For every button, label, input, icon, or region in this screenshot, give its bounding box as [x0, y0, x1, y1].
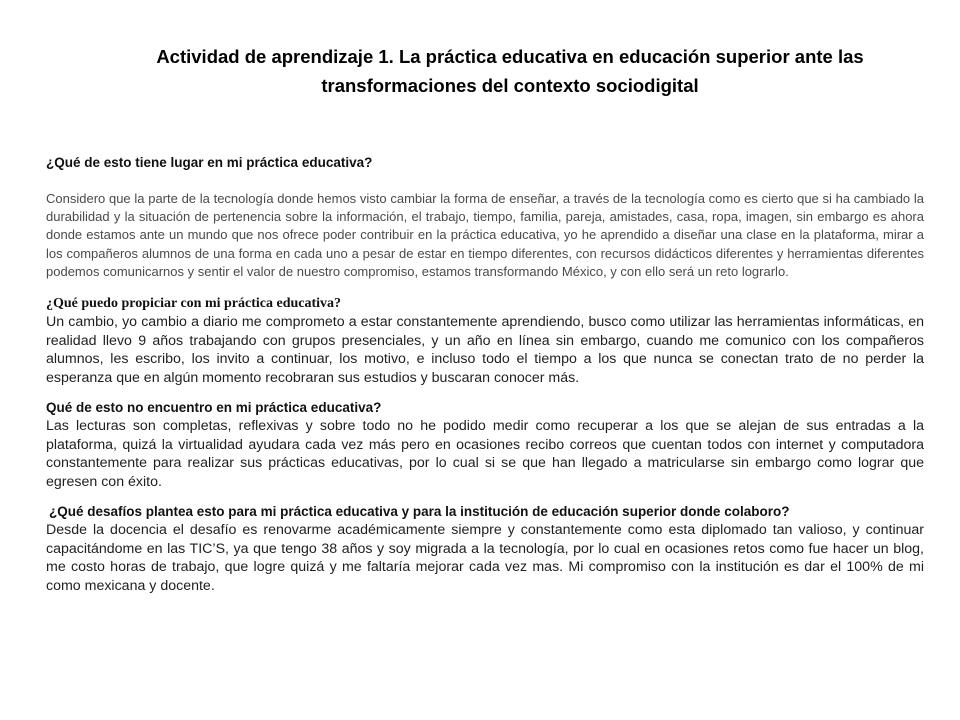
spacer — [46, 281, 924, 295]
spacer — [46, 172, 924, 190]
question-2-heading: ¿Qué puedo propiciar con mi práctica educativa? — [46, 296, 342, 312]
slide-title: Actividad de aprendizaje 1. La práctica educativa en educación superior ante las transformaciones del contexto sociodigital — [156, 46, 864, 96]
answer-2-paragraph: Un cambio, yo cambio a diario me comprometo a estar constantemente aprendiendo, busco como utilizar las herramientas informáticas, en realidad llevo 9 años trabajando con grupos presenciales, y un año en línea sin embargo, cuando me comunico con los compañeros alumnos, les escribo, los invito a continuar, los motivo, e incluso todo el tiempo a los que nunca se conectan trato de no perder la esperanza que en algún momento recobraran sus estudios y buscaran conocer más. — [46, 314, 924, 386]
slide-content — [46, 154, 924, 595]
spacer — [46, 387, 924, 399]
spacer — [46, 491, 924, 503]
question-3-heading: Qué de esto no encuentro en mi práctica educativa? — [46, 400, 382, 416]
answer-3-paragraph: Las lecturas son completas, reflexivas y sobre todo no he podido medir como recuperar a los que se alejan de sus entradas a la plataforma, quizá la virtualidad ayudara cada vez más pero en ocasiones recibo correos que cuentan todos con internet y computadora constantemente para realizar sus prácticas educativas, por lo cual si se que han llegado a matricularse sin embargo como lograr que egresen con éxito. — [46, 418, 924, 490]
question-4-heading: ¿Qué desafíos plantea esto para mi práctica educativa y para la institución de educación superior donde colaboro? — [49, 504, 790, 520]
answer-4-paragraph: Desde la docencia el desafío es renovarme académicamente siempre y constantemente como esta diplomado tan valioso, y continuar capacitándome en las TIC’S, ya que tengo 38 años y soy migrada a la tecnología, por lo cual en ocasiones retos como fue hacer un blog, me costo horas de trabajo, que logre quizá y me faltaría mejorar cada vez mas. Mi compromiso con la institución es dar el 100% de mi como mexicana y docente. — [46, 522, 924, 594]
question-1-heading: ¿Qué de esto tiene lugar en mi práctica educativa? — [46, 155, 373, 170]
answer-1-paragraph: Considero que la parte de la tecnología donde hemos visto cambiar la forma de enseñar, a través de la tecnología como es cierto que si ha cambiado la durabilidad y la situación de pertenencia sobre la información, el trabajo, tiempo, familia, pareja, amistades, casa, ropa, imagen, sin embargo es ahora donde estamos ante un mundo que nos ofrece poder contribuir en la práctica educativa, yo he aprendido a diseñar una clase en la plataforma, mirar a los compañeros alumnos de una forma en cada uno a pesar de estar en tiempo diferentes, con recursos didácticos diferentes y herramientas diferentes podemos comunicarnos y sentir el valor de nuestro compromiso, estamos transformando México, y con ello será un reto lograrlo. — [46, 191, 924, 279]
